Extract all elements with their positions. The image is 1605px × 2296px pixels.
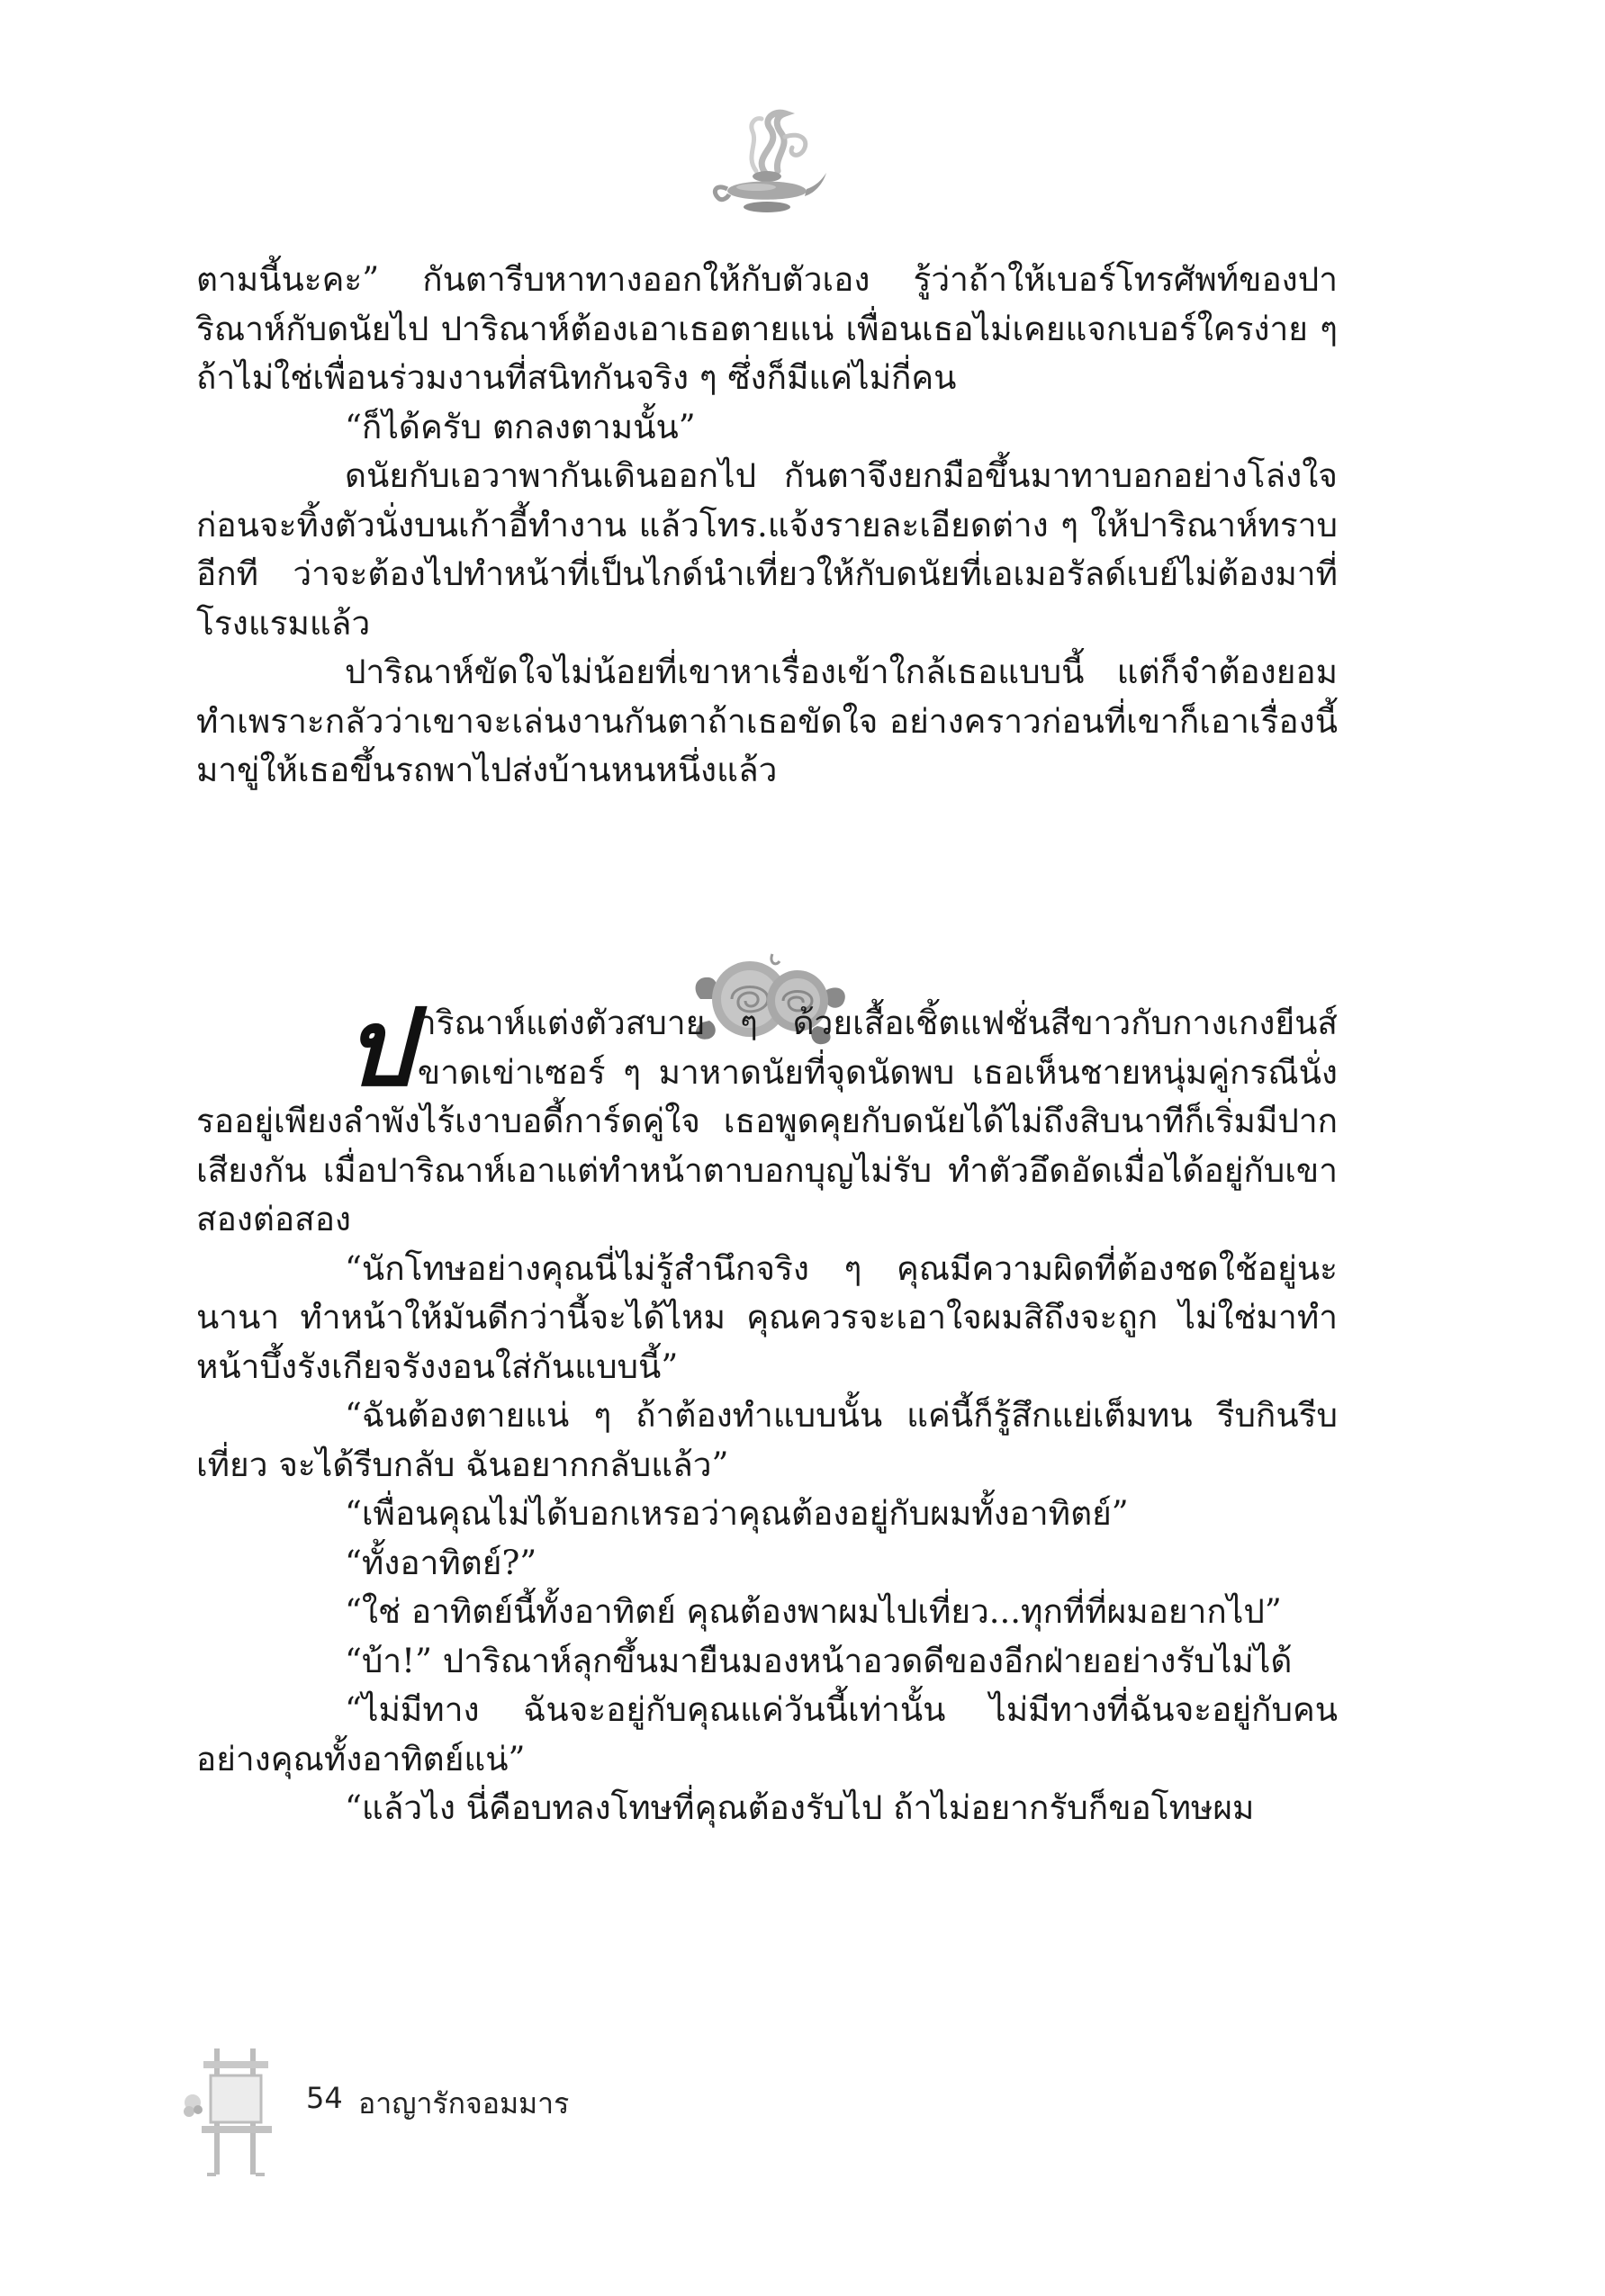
drop-cap: ป — [345, 985, 412, 1110]
paragraph: “แล้วไง นี่คือบทลงโทษที่คุณต้องรับไป ถ้าไม่อยากรับก็ขอโทษผม — [345, 1788, 1255, 1827]
paragraph: “เพื่อนคุณไม่ได้บอกเหรอว่าคุณต้องอยู่กับผมทั้งอาทิตย์” — [345, 1494, 1129, 1533]
paragraph: ปาริณาห์ขัดใจไม่น้อยที่เขาหาเรื่องเข้าใกล้เธอแบบนี้ แต่ก็จำต้องยอมทำเพราะกลัวว่าเขาจะเล่นงานกันตาถ้าเธอขัดใจ อย่างคราวก่อนที่เขาก็เอาเรื่องนี้มาขู่ให้เธอขึ้นรถพาไปส่งบ้านหนหนึ่งแล้ว — [196, 653, 1338, 789]
paragraph: ตามนี้นะคะ” กันตารีบหาทางออกให้กับตัวเอง รู้ว่าถ้าให้เบอร์โทรศัพท์ของปาริณาห์กับดนัยไป ปาริณาห์ต้องเอาเธอตายแน่ เพื่อนเธอไม่เคยแจกเบอร์ใครง่าย ๆ ถ้าไม่ใช่เพื่อนร่วมงานที่สนิทกันจริง ๆ ซึ่งก็มีแค่ไม่กี่คน — [196, 260, 1338, 397]
book-title: อาญารักจอมมาร — [358, 2086, 570, 2120]
paragraph: “ไม่มีทาง ฉันจะอยู่กับคุณแค่วันนี้เท่านั้น ไม่มีทางที่ฉันจะอยู่กับคนอย่างคุณทั้งอาทิตย์แน่” — [196, 1690, 1338, 1778]
body-text-top — [196, 256, 1338, 796]
paragraph — [196, 985, 1338, 1245]
paragraph: “ใช่ อาทิตย์นี้ทั้งอาทิตย์ คุณต้องพาผมไปเที่ยว...ทุกที่ที่ผมอยากไป” — [345, 1592, 1282, 1631]
paragraph: “บ้า!” ปาริณาห์ลุกขึ้นมายืนมองหน้าอวดดีของอีกฝ่ายอย่างรับไม่ได้ — [345, 1641, 1293, 1680]
paragraph: “ฉันต้องตายแน่ ๆ ถ้าต้องทำแบบนั้น แค่นี้ก็รู้สึกแย่เต็มทน รีบกินรีบเที่ยว จะได้รีบกลับ ฉันอยากกลับแล้ว” — [196, 1396, 1338, 1484]
page-number: 54 — [306, 2081, 343, 2115]
body-text-bottom — [196, 985, 1338, 1833]
paragraph-text: าริณาห์แต่งตัวสบาย ๆ ด้วยเสื้อเชิ้ตแฟชั่นสีขาวกับกางเกงยีนส์ขาดเข่าเซอร์ ๆ มาหาดนัยที่จุดนัดพบ เธอเห็นชายหนุ่มคู่กรณีนั่งรออยู่เพียงลำพังไร้เงาบอดี้การ์ดคู่ใจ เธอพูดคุยกับดนัยได้ไม่ถึงสิบนาทีก็เริ่มมีปากเสียงกัน เมื่อปาริณาห์เอาแต่ทำหน้าตาบอกบุญไม่รับ ทำตัวอึดอัดเมื่อได้อยู่กับเขาสองต่อสอง — [196, 1004, 1338, 1238]
paragraph: “ก็ได้ครับ ตกลงตามนั้น” — [345, 407, 696, 446]
paragraph: “นักโทษอย่างคุณนี่ไม่รู้สำนึกจริง ๆ คุณมีความผิดที่ต้องชดใช้อยู่นะนานา ทำหน้าให้มันดีกว่านี้จะได้ไหม คุณควรจะเอาใจผมสิถึงจะถูก ไม่ใช่มาทำหน้าบึ้งรังเกียจรังงอนใส่กันแบบนี้” — [196, 1248, 1338, 1386]
paragraph: “ทั้งอาทิตย์?” — [345, 1543, 537, 1582]
page-footer — [180, 2043, 720, 2178]
easel-icon — [180, 2043, 288, 2178]
genie-lamp-ornament — [702, 101, 828, 227]
paragraph: ดนัยกับเอวาพากันเดินออกไป กันตาจึงยกมือขึ้นมาทาบอกอย่างโล่งใจก่อนจะทิ้งตัวนั่งบนเก้าอี้ทำงาน แล้วโทร.แจ้งรายละเอียดต่าง ๆ ให้ปาริณาห์ทราบอีกที ว่าจะต้องไปทำหน้าที่เป็นไกด์นำเที่ยวให้กับดนัยที่เอเมอรัลด์เบย์ไม่ต้องมาที่โรงแรมแล้ว — [196, 456, 1338, 643]
